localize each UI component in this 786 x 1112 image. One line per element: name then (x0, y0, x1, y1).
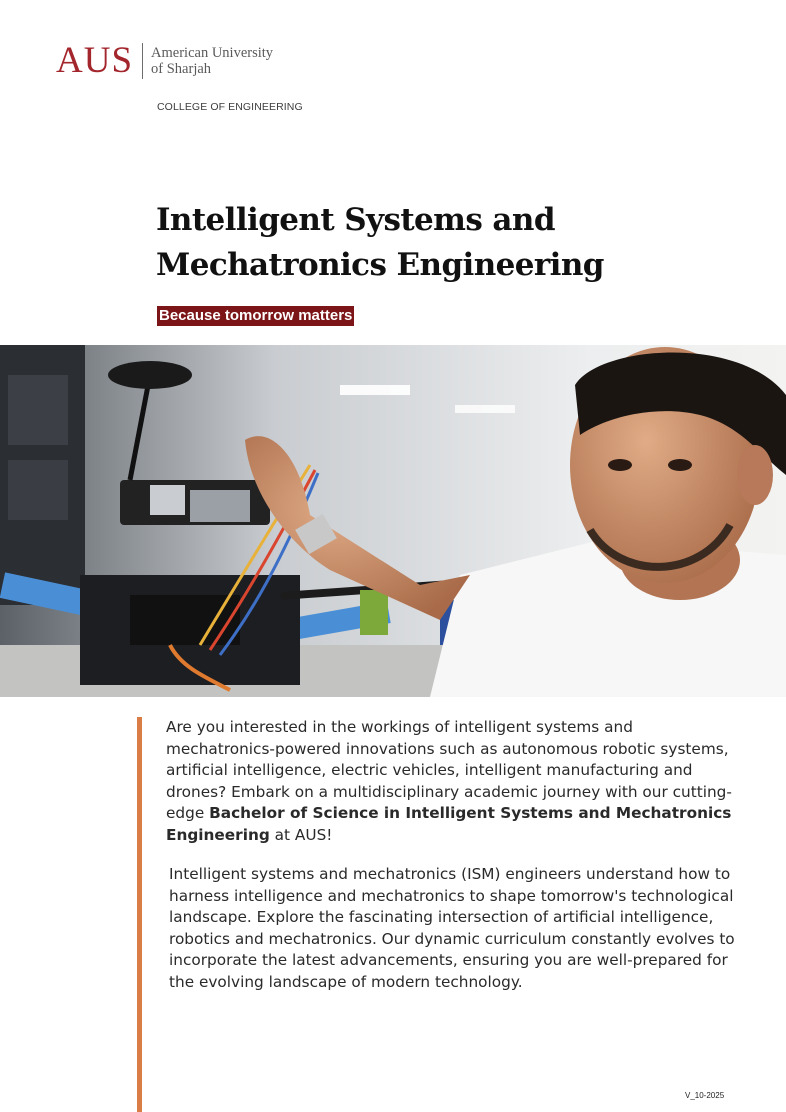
ceiling-light (340, 385, 410, 395)
college-name: COLLEGE OF ENGINEERING (157, 101, 303, 113)
circuit-board (130, 595, 240, 645)
ethernet-port (150, 485, 185, 515)
page-title (156, 198, 604, 288)
logo-divider (142, 43, 143, 79)
intro-degree-name: Bachelor of Science in Intelligent Systems and Mechatronics Engineering (166, 804, 732, 844)
lab-equipment-panel (8, 375, 68, 445)
ceiling-light (455, 405, 515, 413)
intro-text-before: Are you interested in the workings of intelligent systems and mechatronics-powered innovations such as autonomous robotic systems, artificial intelligence, electric vehicles, intelligent manufacturing and drones? Embark on a multidisciplinary academic journey with our cutting-edge (166, 718, 732, 823)
university-name-line1: American University (151, 44, 274, 61)
accent-bar (137, 717, 142, 1112)
hero-photo (0, 345, 786, 697)
aus-logo (56, 42, 273, 79)
lab-equipment-panel (8, 460, 68, 520)
hero-illustration (0, 345, 786, 697)
logo-mark: AUS (56, 40, 134, 81)
motor (360, 590, 388, 635)
university-name (151, 45, 273, 77)
usb-ports (190, 490, 250, 522)
title-line1: Intelligent Systems and (156, 202, 555, 238)
student-eye (668, 459, 692, 471)
title-line2: Mechatronics Engineering (156, 247, 604, 283)
university-name-line2: of Sharjah (151, 60, 212, 77)
intro-paragraph (166, 717, 746, 847)
body-paragraph: Intelligent systems and mechatronics (ISM) engineers understand how to harness intelligence and mechatronics to shape tomorrow's technological landscape. Explore the fascinating intersection of artificial intelligence, robotics and mechatronics. Our dynamic curriculum constantly evolves to incorporate the latest advancements, ensuring you are well-prepared for the evolving landscape of modern technology. (169, 865, 735, 991)
student-eye (608, 459, 632, 471)
tagline-badge: Because tomorrow matters (159, 307, 353, 324)
student-ear (737, 445, 773, 505)
gps-antenna (108, 361, 192, 389)
version-label: V_10-2025 (685, 1091, 725, 1100)
intro-text-after: at AUS! (269, 825, 333, 844)
